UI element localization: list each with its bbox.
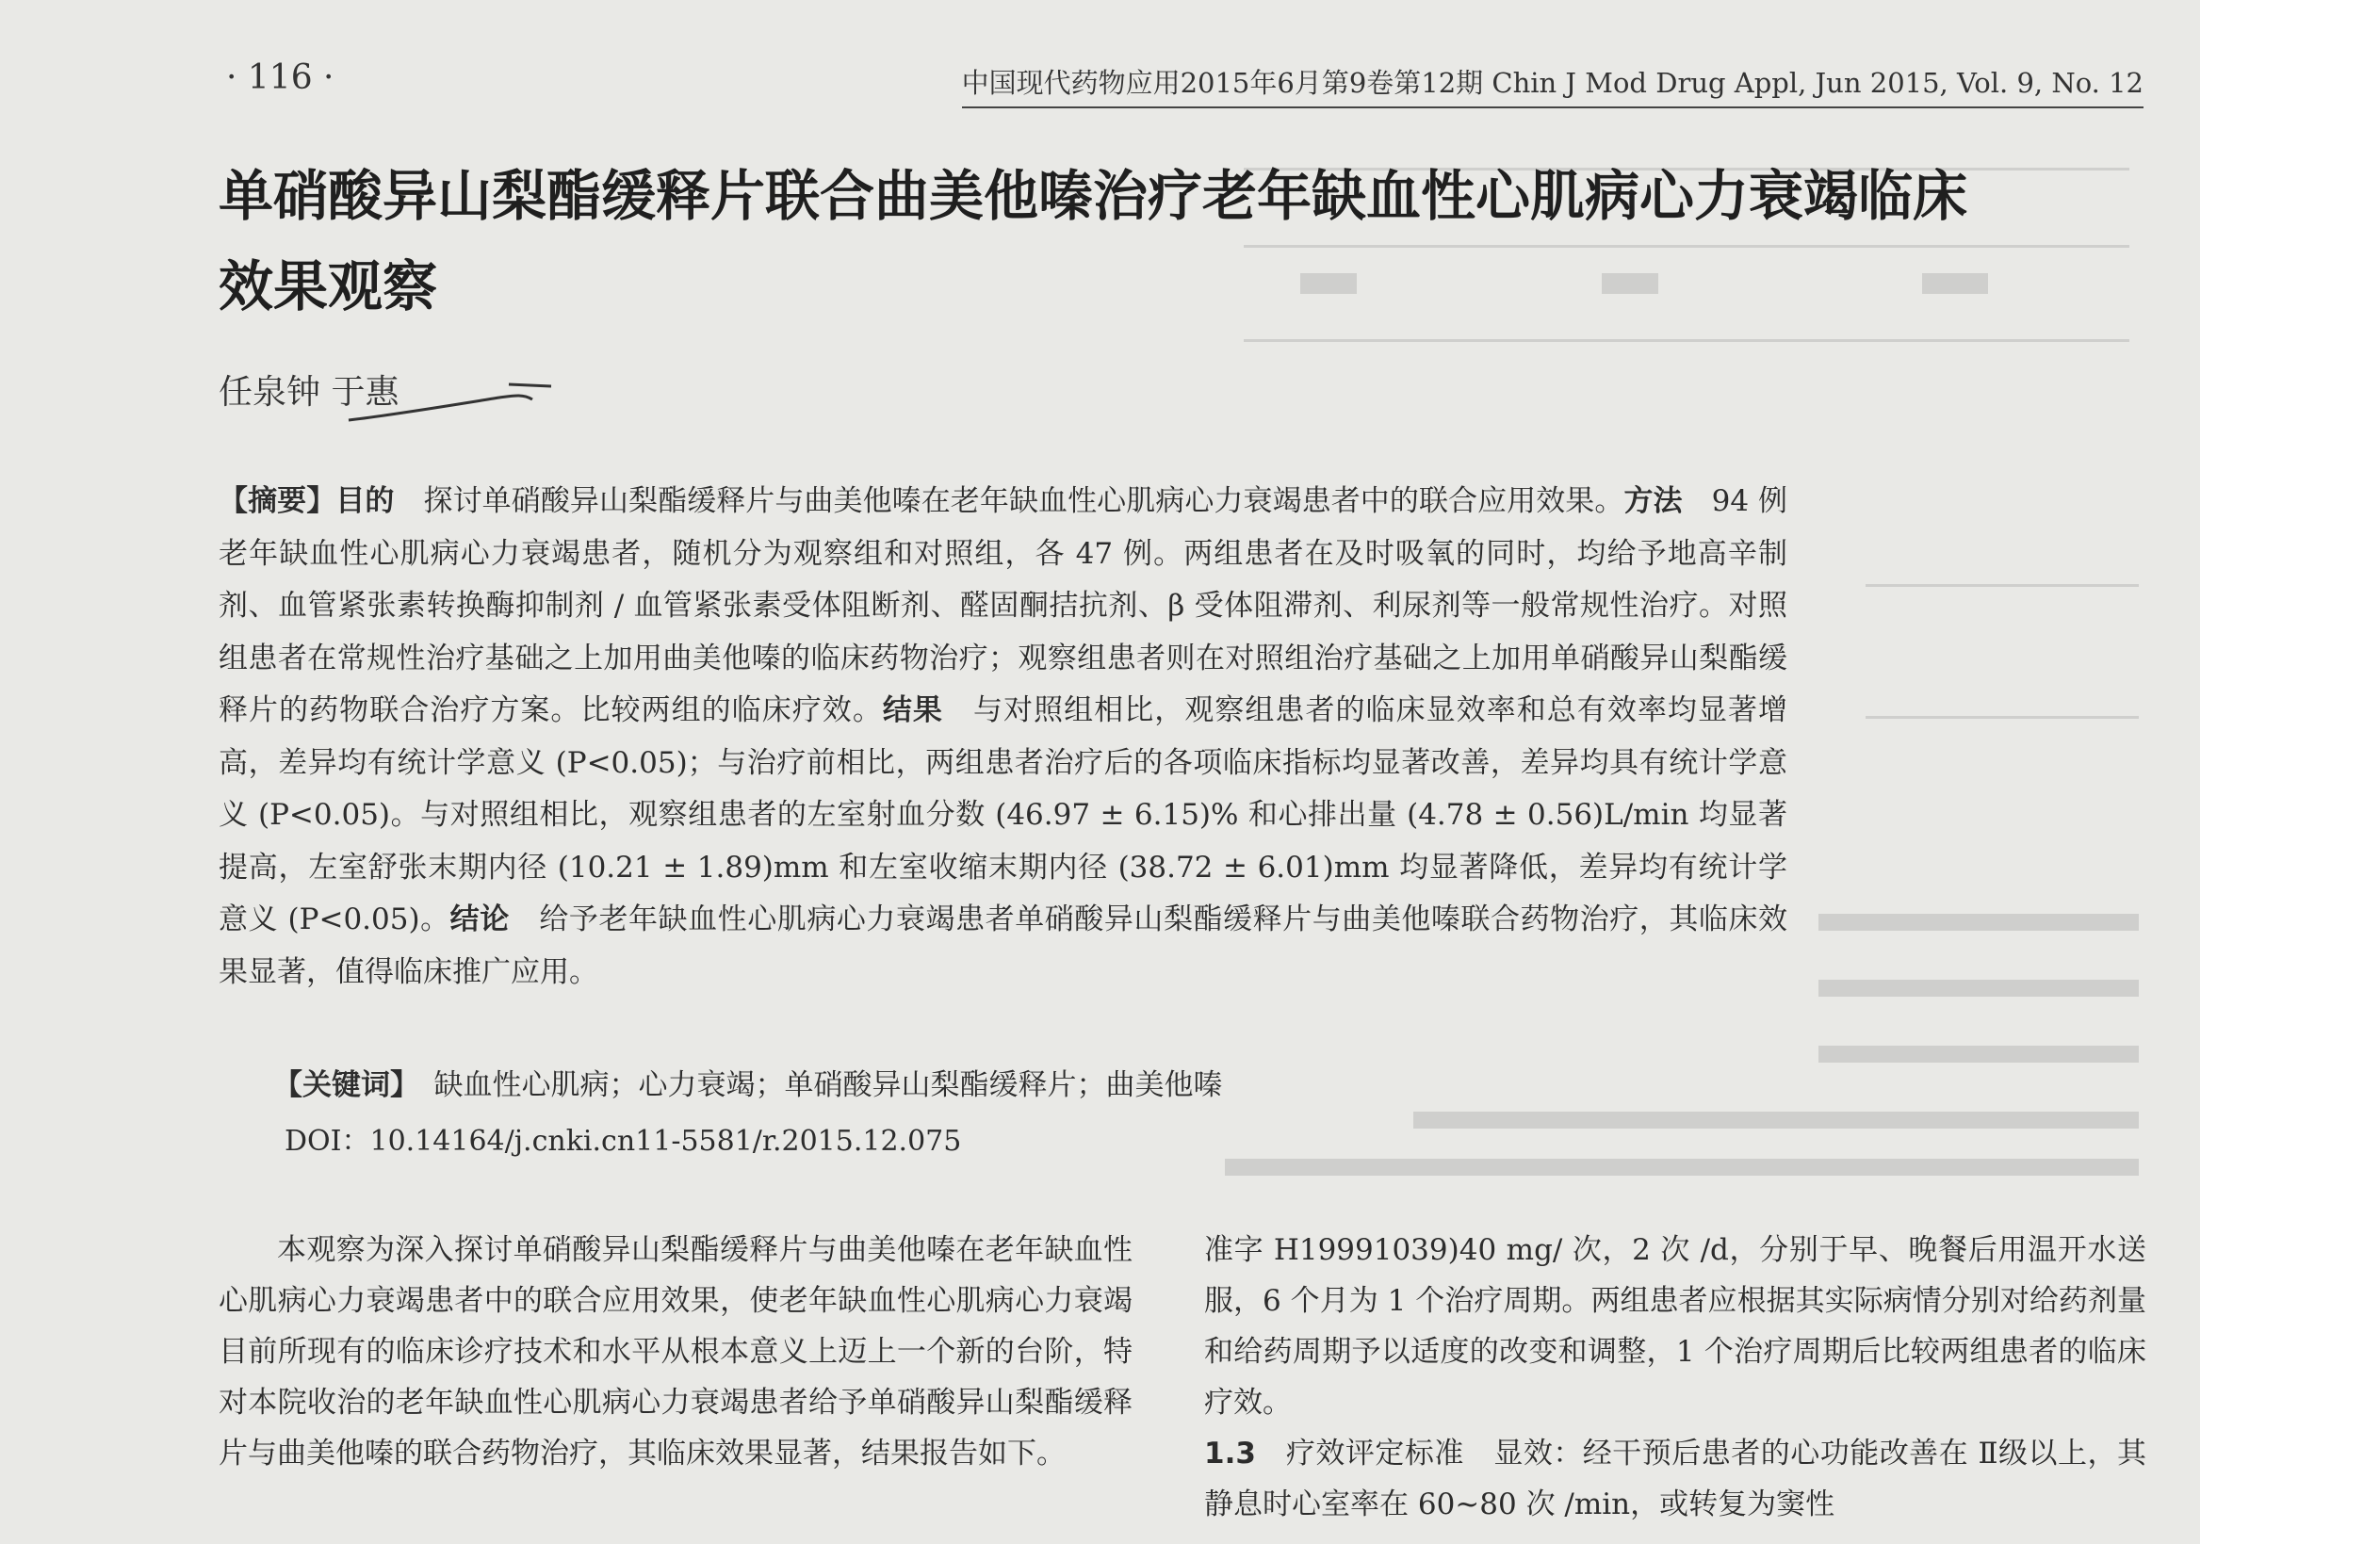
- section-title: 疗效评定标准: [1285, 1437, 1464, 1471]
- authors: 任泉钟 于惠: [219, 373, 399, 412]
- conclusion-label: 结论: [449, 902, 510, 936]
- keywords: [273, 1061, 1781, 1110]
- keywords-label: 【关键词】: [273, 1068, 405, 1102]
- section-text: 显效：经干预后患者的心功能改善在 Ⅱ级以上，其静息时心室率在 60~80 次 /min，或转复为窦性: [1204, 1437, 2147, 1521]
- abstract: [219, 476, 1787, 999]
- methods-text: 94 例老年缺血性心肌病心力衰竭患者，随机分为观察组和对照组，各 47 例。两组患者在及时吸氧的同时，均给予地高辛制剂、血管紧张素转换酶抑制剂 / 血管紧张素受体阻断剂、醛固酮拮抗剂、β 受体阻滞剂、利尿剂等一般常规性治疗。对照组患者在常规性治疗基础之上加用曲美他嗪的临床药物治疗；观察组患者则在对照组治疗基础之上加用单硝酸异山梨酯缓释片的药物联合治疗方案。比较两组的临床疗效。: [219, 484, 1788, 727]
- keywords-text: 缺血性心肌病；心力衰竭；单硝酸异山梨酯缓释片；曲美他嗪: [433, 1068, 1223, 1102]
- doi: DOI：10.14164/j.cnki.cn11-5581/r.2015.12.075: [285, 1125, 962, 1158]
- results-label: 结果: [882, 693, 943, 727]
- body-column-right: [1204, 1225, 2146, 1530]
- signature-scribble: [339, 377, 556, 433]
- objective-text: 探讨单硝酸异山梨酯缓释片与曲美他嗪在老年缺血性心肌病心力衰竭患者中的联合应用效果。: [423, 484, 1624, 518]
- objective-label: 目的: [335, 484, 395, 518]
- methods-label: 方法: [1623, 484, 1683, 518]
- results-text: 与对照组相比，观察组患者的临床显效率和总有效率均显著增高，差异均有统计学意义 (P<0.05)；与治疗前相比，两组患者治疗后的各项临床指标均显著改善，差异均具有统计学意义 (P<0.05)。与对照组相比，观察组患者的左室射血分数 (46.97 ± 6.15)% 和心排出量 (4.78 ± 0.56)L/min 均显著提高，左室舒张末期内径 (10.21 ± 1.89)mm 和左室收缩末期内径 (38.72 ± 6.01)mm 均显著降低，差异均有统计学意义 (P<0.05)。: [219, 693, 1788, 936]
- running-header: [217, 55, 2144, 104]
- body-paragraph: 准字 H19991039)40 mg/ 次，2 次 /d，分别于早、晚餐后用温开水送服，6 个月为 1 个治疗周期。两组患者应根据其实际病情分别对给药剂量和给药周期予以适度的改变和调整，1 个治疗周期后比较两组患者的临床疗效。: [1204, 1233, 2146, 1420]
- body-column-left: 本观察为深入探讨单硝酸异山梨酯缓释片与曲美他嗪在老年缺血性心肌病心力衰竭患者中的联合应用效果，使老年缺血性心肌病心力衰竭目前所现有的临床诊疗技术和水平从根本意义上迈上一个新的台阶，特对本院收治的老年缺血性心肌病心力衰竭患者给予单硝酸异山梨酯缓释片与曲美他嗪的联合药物治疗，其临床效果显著，结果报告如下。: [219, 1233, 1133, 1471]
- conclusion-text: 给予老年缺血性心肌病心力衰竭患者单硝酸异山梨酯缓释片与曲美他嗪联合药物治疗，其临床效果显著，值得临床推广应用。: [219, 902, 1788, 989]
- abstract-label: 【摘要】: [219, 484, 336, 518]
- section-number: 1.3: [1204, 1437, 1256, 1471]
- page-number: · 116 ·: [226, 58, 334, 97]
- article-title: 单硝酸异山梨酯缓释片联合曲美他嗪治疗老年缺血性心肌病心力衰竭临床效果观察: [219, 164, 1968, 318]
- section-1-3: [1204, 1428, 2146, 1530]
- journal-citation: 中国现代药物应用2015年6月第9卷第12期 Chin J Mod Drug Appl, Jun 2015, Vol. 9, No. 12: [962, 62, 2144, 108]
- page-margin: [2200, 0, 2380, 1544]
